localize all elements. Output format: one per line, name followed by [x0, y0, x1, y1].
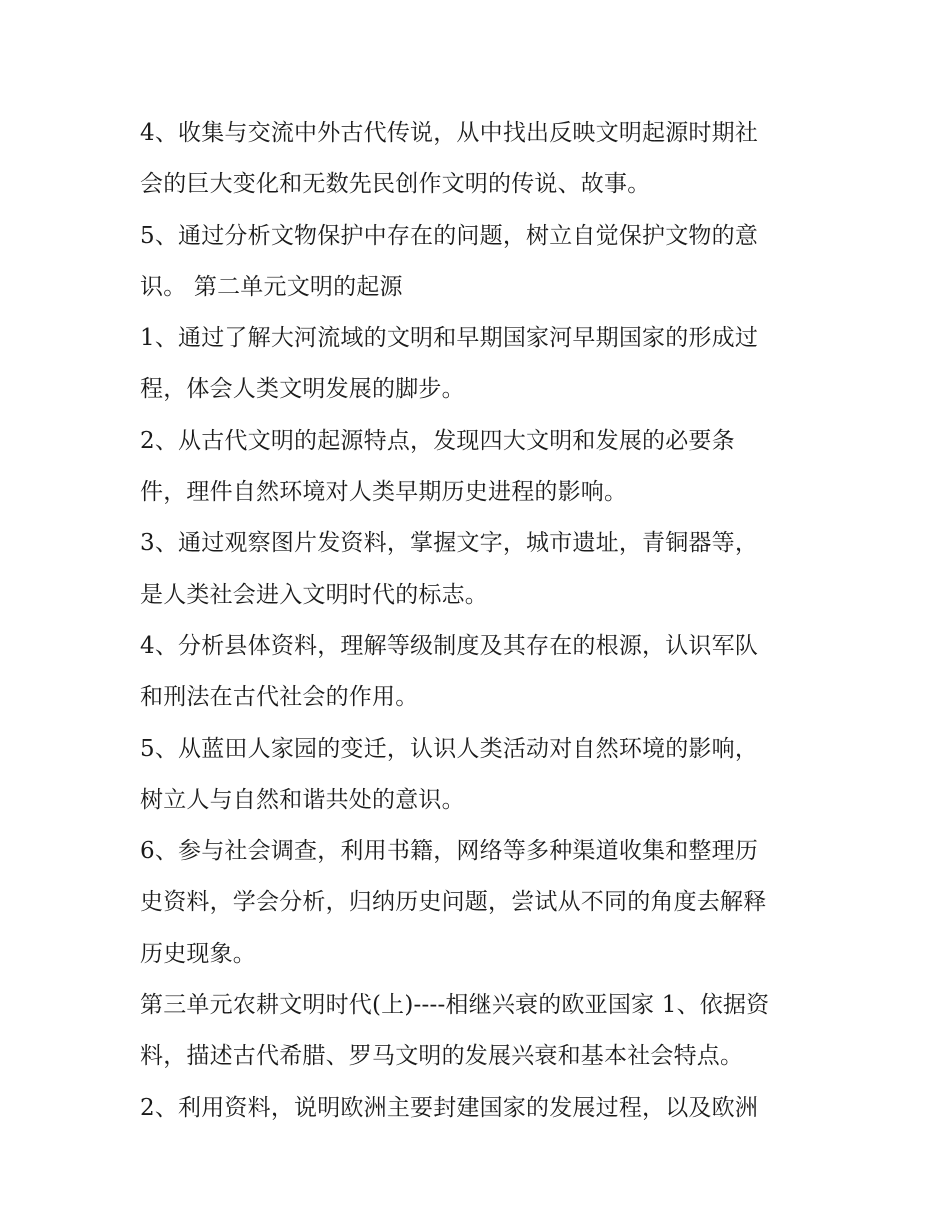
text-line: 5、通过分析文物保护中存在的问题，树立自觉保护文物的意 — [140, 222, 759, 249]
text-line: 会的巨大变化和无数先民创作文明的传说、故事。 — [140, 171, 651, 198]
text-line: 和刑法在古代社会的作用。 — [140, 684, 419, 711]
text-line: 3、通过观察图片发资料，掌握文字，城市遗址，青铜器等， — [140, 530, 759, 557]
text-line: 识。 第二单元文明的起源 — [140, 273, 403, 300]
text-line: 第三单元农耕文明时代(上)----相继兴衰的欧亚国家 1、依据资 — [140, 992, 770, 1019]
text-line: 料，描述古代希腊、罗马文明的发展兴衰和基本社会特点。 — [140, 1043, 744, 1070]
text-line: 6、参与社会调查，利用书籍，网络等多种渠道收集和整理历 — [140, 838, 759, 865]
document-body — [140, 108, 830, 1134]
text-line: 史资料，学会分析，归纳历史问题，尝试从不同的角度去解释 — [140, 889, 767, 916]
text-line: 2、利用资料，说明欧洲主要封建国家的发展过程，以及欧洲 — [140, 1094, 759, 1121]
text-line: 程，体会人类文明发展的脚步。 — [140, 376, 465, 403]
text-line: 5、从蓝田人家园的变迁，认识人类活动对自然环境的影响， — [140, 735, 759, 762]
text-line: 树立人与自然和谐共处的意识。 — [140, 786, 465, 813]
text-line: 2、从古代文明的起源特点，发现四大文明和发展的必要条 — [140, 427, 735, 454]
text-line: 件，理件自然环境对人类早期历史进程的影响。 — [140, 479, 628, 506]
text-line: 4、收集与交流中外古代传说，从中找出反映文明起源时期社 — [140, 120, 759, 146]
text-line: 1、通过了解大河流域的文明和早期国家河早期国家的形成过 — [140, 325, 759, 352]
text-line: 是人类社会进入文明时代的标志。 — [140, 581, 488, 608]
text-line: 历史现象。 — [140, 940, 256, 967]
text-line: 4、分析县体资料，理解等级制度及其存在的根源，认识军队 — [140, 632, 759, 659]
